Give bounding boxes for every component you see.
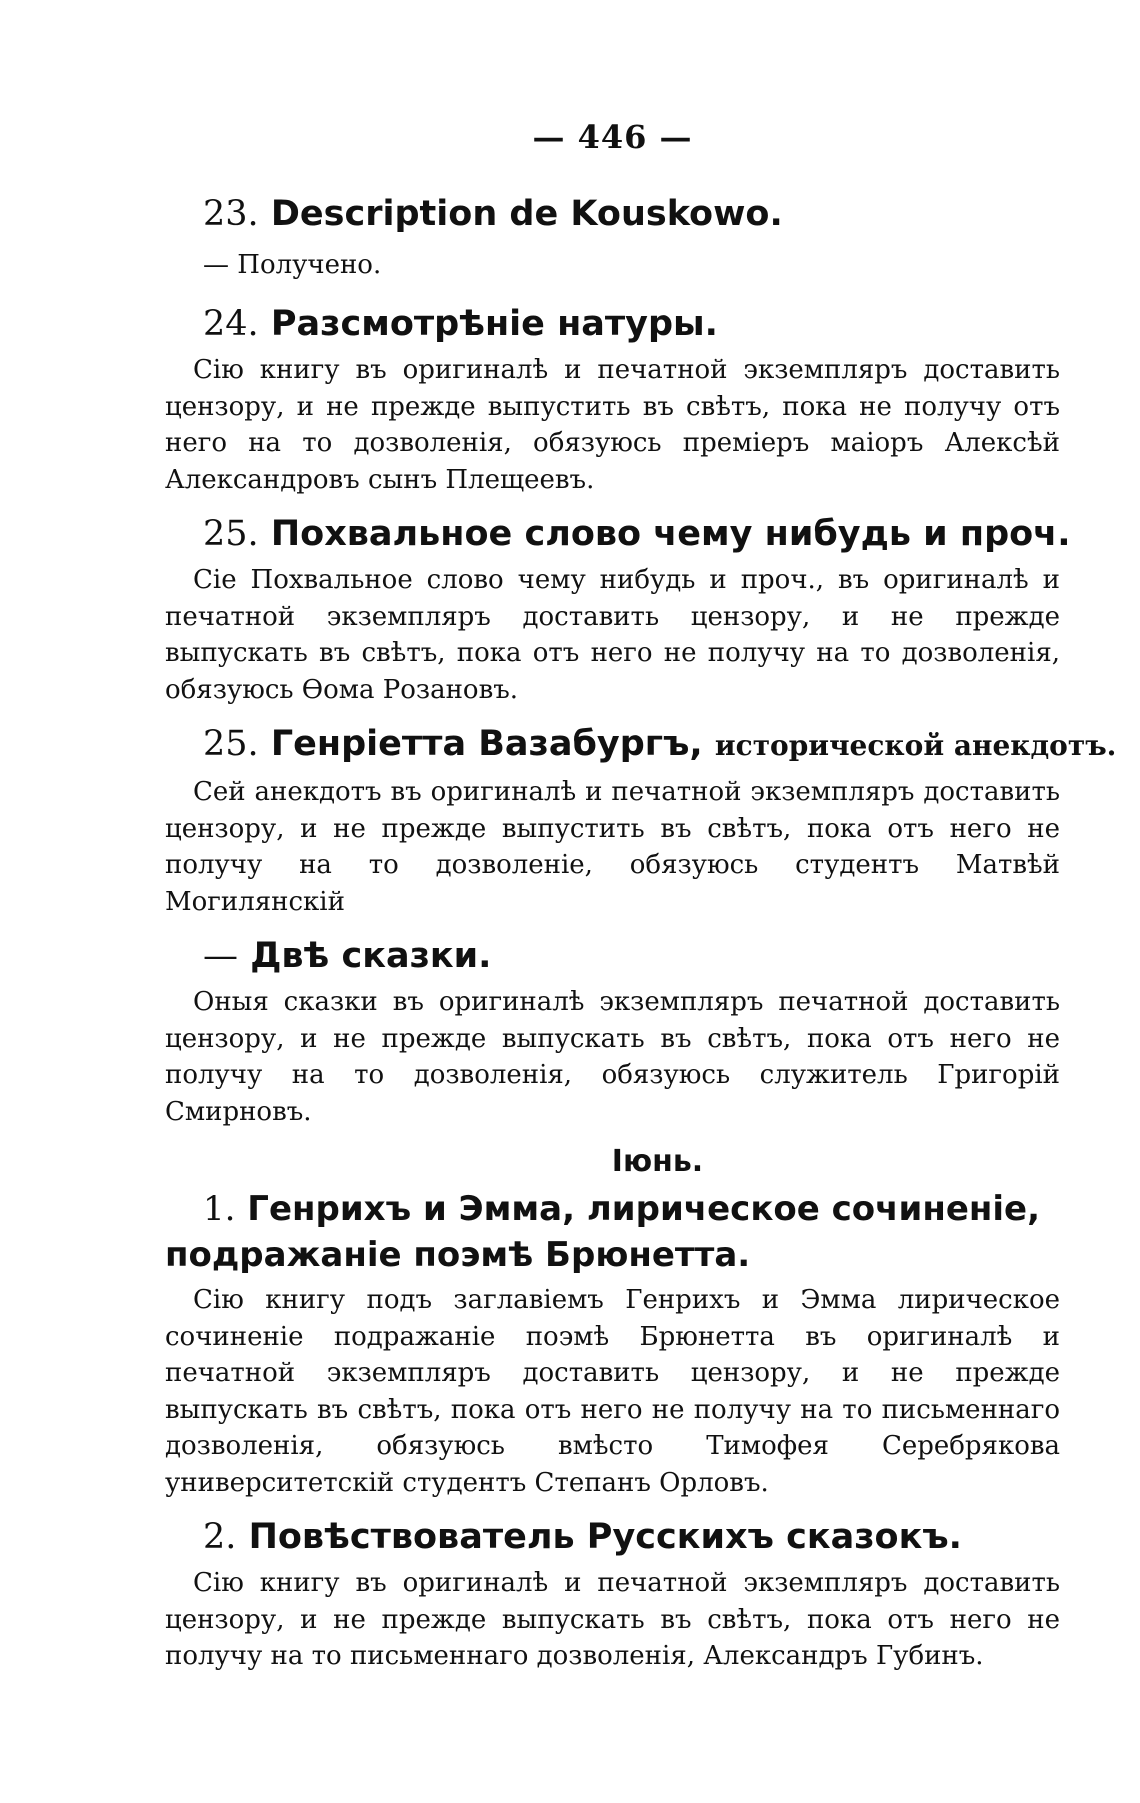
entry-heading [165,1186,1060,1278]
entry-text: Сію книгу въ оригиналѣ и печатной экземпляръ доставить цензору, и не прежде выпустить въ свѣтъ, пока не получу отъ него на то дозволенія, обязуюсь преміеръ маіоръ Алексѣй Александровъ сынъ Плещеевъ. [165,355,1060,495]
entry-text: Сію книгу подъ заглавіемъ Генрихъ и Эмма лирическое сочиненіе подражаніе поэмѣ Брюнетта въ оригиналѣ и печатной экземпляръ доставить цензору, и не прежде выпускать въ свѣтъ, пока отъ него не получу на то письменнаго дозволенія, обязуюсь вмѣсто Тимофея Серебрякова университетскій студентъ Степанъ Орловъ. [165,1285,1060,1498]
entry-25-b [165,720,1117,920]
entry-title: Похвальное слово чему нибудь и проч. [270,514,1071,554]
entry-number: 24. [203,304,259,344]
month-heading: Іюнь. [611,1144,704,1179]
entry-number: — [203,936,238,976]
page-number: — 446 — [532,118,693,156]
entry-number: 25. [203,514,259,554]
entry-text: Сей анекдотъ въ оригиналѣ и печатной экземпляръ доставить цензору, и не прежде выпустить въ свѣтъ, пока отъ него не получу на то дозволеніе, обязуюсь студентъ Матвѣй Могилянскій [165,777,1060,917]
entry-two-tales [165,932,1060,1130]
entry-24 [165,300,1060,498]
entry-subtitle: исторической анекдотъ. [714,729,1117,762]
page-content [165,190,1117,1687]
entry-number: 23. [203,194,259,234]
entry-heading [165,720,1117,770]
entry-heading [165,190,1060,238]
entry-heading [165,510,1071,558]
entry-title: Description de Kouskowo. [270,194,783,234]
entry-number: 2. [203,1517,237,1557]
entry-title: Повѣствователь Русскихъ сказокъ. [248,1517,962,1557]
document-page [165,0,1117,1803]
entry-text: Сіе Похвальное слово чему нибудь и проч., въ оригиналѣ и печатной экземпляръ доставить цензору, и не прежде выпускать въ свѣтъ, пока отъ него не получу на то дозволенія, обязуюсь Ѳома Розановъ. [165,565,1060,705]
entry-number: 25. [203,724,259,764]
entry-23 [165,190,1060,284]
entry-heading [165,1513,1060,1561]
entry-number: 1. [203,1189,236,1229]
entry-title: Двѣ сказки. [250,936,492,976]
entry-heading [165,932,1060,980]
june-entry-1 [165,1186,1060,1501]
entry-status: — Получено. [203,250,382,280]
entry-heading [165,300,1060,348]
entry-title: Генрихъ и Эмма, лирическое сочиненіе, подражаніе поэмѣ Брюнетта. [165,1189,1041,1275]
june-entry-2 [165,1513,1060,1675]
entry-25 [165,510,1071,708]
entry-title: Генріетта Вазабургъ, [270,724,703,764]
entry-title: Разсмотрѣніе натуры. [270,304,718,344]
entry-text: Сію книгу въ оригиналѣ и печатной экземпляръ доставить цензору, и не прежде выпускать въ свѣтъ, пока отъ него не получу на то письменнаго дозволенія, Александръ Губинъ. [165,1568,1060,1671]
entry-text: Оныя сказки въ оригиналѣ экземпляръ печатной доставить цензору, и не прежде выпускать въ свѣтъ, пока отъ него не получу на то дозволенія, обязуюсь служитель Григорій Смирновъ. [165,987,1060,1127]
